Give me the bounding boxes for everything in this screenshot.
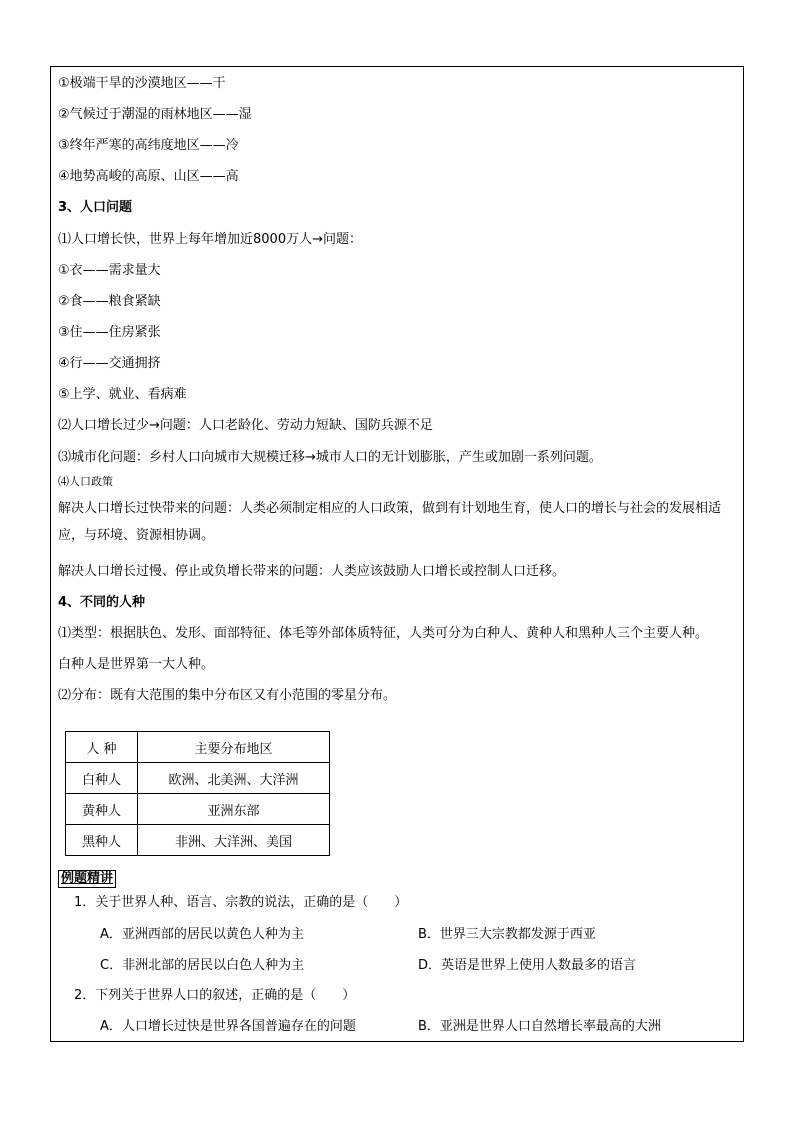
climate-item-cold: ③终年严寒的高纬度地区——冷 <box>58 138 239 153</box>
climate-item-dry: ①极端干旱的沙漠地区——干 <box>58 76 226 91</box>
example-tag: 例题精讲 <box>58 870 116 888</box>
table-cell-race: 黄种人 <box>66 794 138 825</box>
table-header-race: 人 种 <box>66 732 138 763</box>
table-cell-region: 非洲、大洋洲、美国 <box>138 825 330 856</box>
question-2-option-a: A．人口增长过快是世界各国普遍存在的问题 <box>100 1019 356 1034</box>
climate-item-wet: ②气候过于潮湿的雨林地区——湿 <box>58 107 252 122</box>
table-row <box>66 825 330 856</box>
table-cell-race: 黑种人 <box>66 825 138 856</box>
table-cell-region: 欧洲、北美洲、大洋洲 <box>138 763 330 794</box>
climate-item-high: ④地势高峻的高原、山区——高 <box>58 169 239 184</box>
race-distribution-table <box>65 731 330 856</box>
table-row <box>66 763 330 794</box>
population-policy-slow: 解决人口增长过慢、停止或负增长带来的问题：人类应该鼓励人口增长或控制人口迁移。 <box>58 564 566 579</box>
races-point-1b: 白种人是世界第一大人种。 <box>58 657 215 672</box>
races-point-1: ⑴类型：根据肤色、发形、面部特征、体毛等外部体质特征，人类可分为白种人、黄种人和黑种人三个主要人种。 <box>58 626 709 641</box>
races-point-2: ⑵分布：既有大范围的集中分布区又有小范围的零星分布。 <box>58 688 397 703</box>
population-point-4: ⑷人口政策 <box>58 475 113 488</box>
question-2-stem: 2．下列关于世界人口的叙述，正确的是（ ） <box>74 988 356 1003</box>
question-1-option-b: B．世界三大宗教都发源于西亚 <box>418 927 596 942</box>
population-problem-housing: ③住——住房紧张 <box>58 325 161 340</box>
population-problem-clothing: ①衣——需求量大 <box>58 263 161 278</box>
population-point-2: ⑵人口增长过少→问题：人口老龄化、劳动力短缺、国防兵源不足 <box>58 418 433 433</box>
population-policy-fast: 解决人口增长过快带来的问题：人类必须制定相应的人口政策，做到有计划地生育，使人口的增长与社会的发展相适应，与环境、资源相协调。 <box>58 501 722 543</box>
table-header-row <box>66 732 330 763</box>
population-problem-services: ⑤上学、就业、看病难 <box>58 387 187 402</box>
question-1-option-d: D．英语是世界上使用人数最多的语言 <box>418 958 637 973</box>
table-cell-race: 白种人 <box>66 763 138 794</box>
question-1-option-c: C．非洲北部的居民以白色人种为主 <box>100 958 305 973</box>
question-2-option-b: B．亚洲是世界人口自然增长率最高的大洲 <box>418 1019 661 1034</box>
question-1-stem: 1．关于世界人种、语言、宗教的说法，正确的是（ ） <box>74 895 408 910</box>
table-row <box>66 794 330 825</box>
population-point-3: ⑶城市化问题：乡村人口向城市大规模迁移→城市人口的无计划膨胀，产生或加剧一系列问题。 <box>58 450 602 465</box>
population-problem-transport: ④行——交通拥挤 <box>58 356 161 371</box>
section-title-population: 3、人口问题 <box>58 200 133 215</box>
population-problem-food: ②食——粮食紧缺 <box>58 294 161 309</box>
section-title-races: 4、不同的人种 <box>58 595 146 610</box>
population-point-1: ⑴人口增长快，世界上每年增加近8000万人→问题： <box>58 232 362 247</box>
question-1-option-a: A．亚洲西部的居民以黄色人种为主 <box>100 927 304 942</box>
table-header-region: 主要分布地区 <box>138 732 330 763</box>
table-cell-region: 亚洲东部 <box>138 794 330 825</box>
